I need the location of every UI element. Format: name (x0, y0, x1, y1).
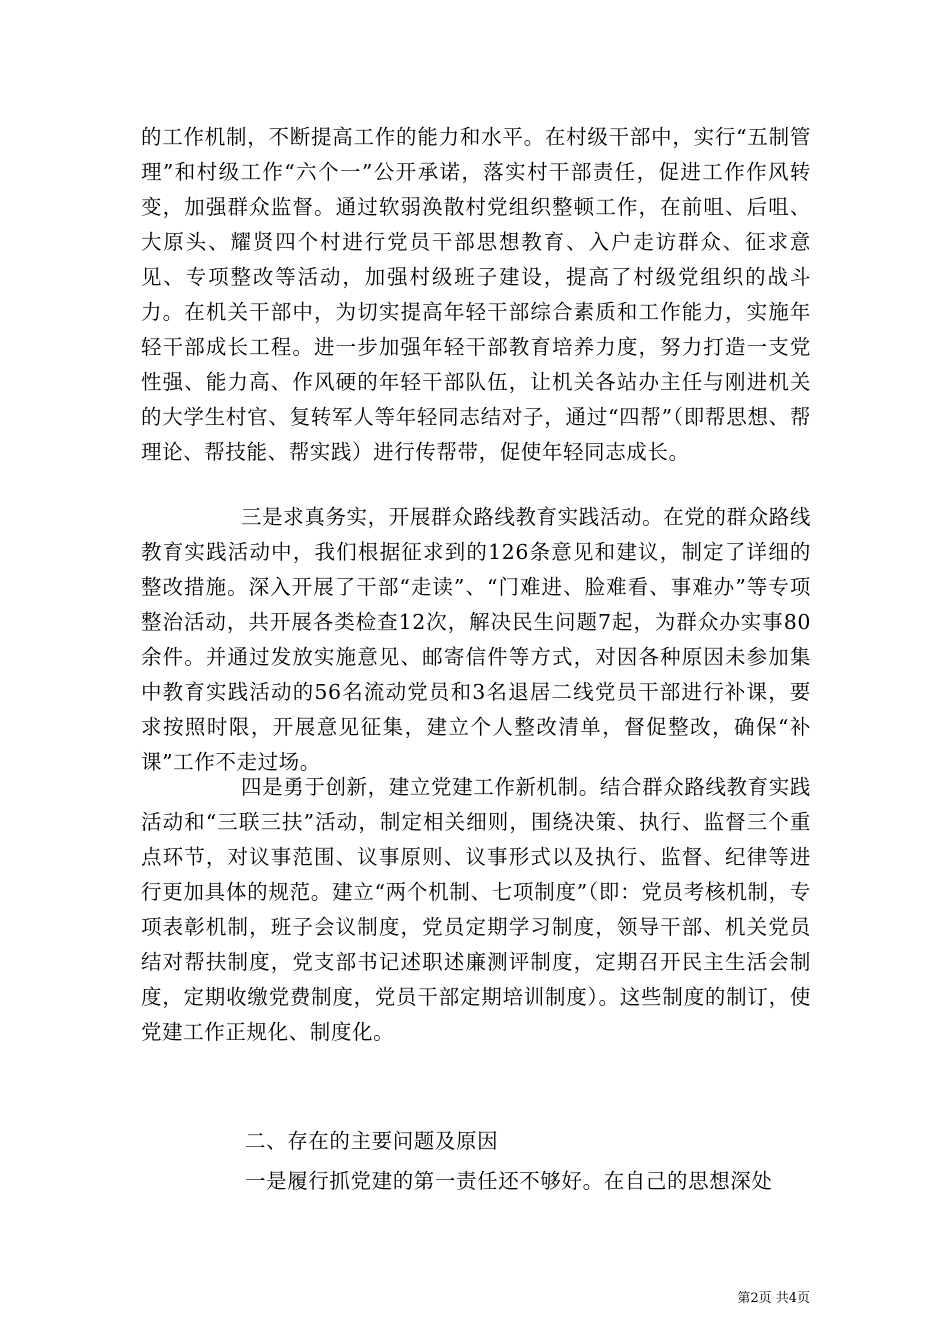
body-paragraph: 的工作机制，不断提高工作的能力和水平。在村级干部中，实行“五制管理”和村级工作“六个一”公开承诺，落实村干部责任，促进工作作风转变，加强群众监督。通过软弱涣散村党组织整顿工作，在前咀、后咀、大原头、耀贤四个村进行党员干部思想教育、入户走访群众、征求意见、专项整改等活动，加强村级班子建设，提高了村级党组织的战斗力。在机关干部中，为切实提高年轻干部综合素质和工作能力，实施年轻干部成长工程。进一步加强年轻干部教育培养力度，努力打造一支党性强、能力高、作风硬的年轻干部队伍，让机关各站办主任与刚进机关的大学生村官、复转军人等年轻同志结对子，通过“四帮”（即帮思想、帮理论、帮技能、帮实践）进行传帮带，促使年轻同志成长。 (141, 125, 811, 464)
body-paragraph: 四是勇于创新，建立党建工作新机制。结合群众路线教育实践活动和“三联三扶”活动，制定相关细则，围绕决策、执行、监督三个重点环节，对议事范围、议事原则、议事形式以及执行、监督、纪律等进行更加具体的规范。建立“两个机制、七项制度”（即：党员考核机制，专项表彰机制，班子会议制度，党员定期学习制度，领导干部、机关党员结对帮扶制度，党支部书记述职述廉测评制度，定期召开民主生活会制度，定期收缴党费制度，党员干部定期培训制度）。这些制度的制订，使党建工作正规化、制度化。 (141, 775, 811, 1044)
body-paragraph: 三是求真务实，开展群众路线教育实践活动。在党的群众路线教育实践活动中，我们根据征求到的126条意见和建议，制定了详细的整改措施。深入开展了干部“走读”、“门难进、脸难看、事难办”等专项整治活动，共开展各类检查12次，解决民生问题7起，为群众办实事80余件。并通过发放实施意见、邮寄信件等方式，对因各种原因未参加集中教育实践活动的56名流动党员和3名退居二线党员干部进行补课，要求按照时限，开展意见征集，建立个人整改清单，督促整改，确保“补课”工作不走过场。 (141, 505, 811, 774)
page-number: 第2页 共4页 (737, 1291, 810, 1306)
section-heading: 二、存在的主要问题及原因 (245, 1129, 499, 1153)
body-paragraph: 一是履行抓党建的第一责任还不够好。在自己的思想深处 (245, 1169, 773, 1193)
